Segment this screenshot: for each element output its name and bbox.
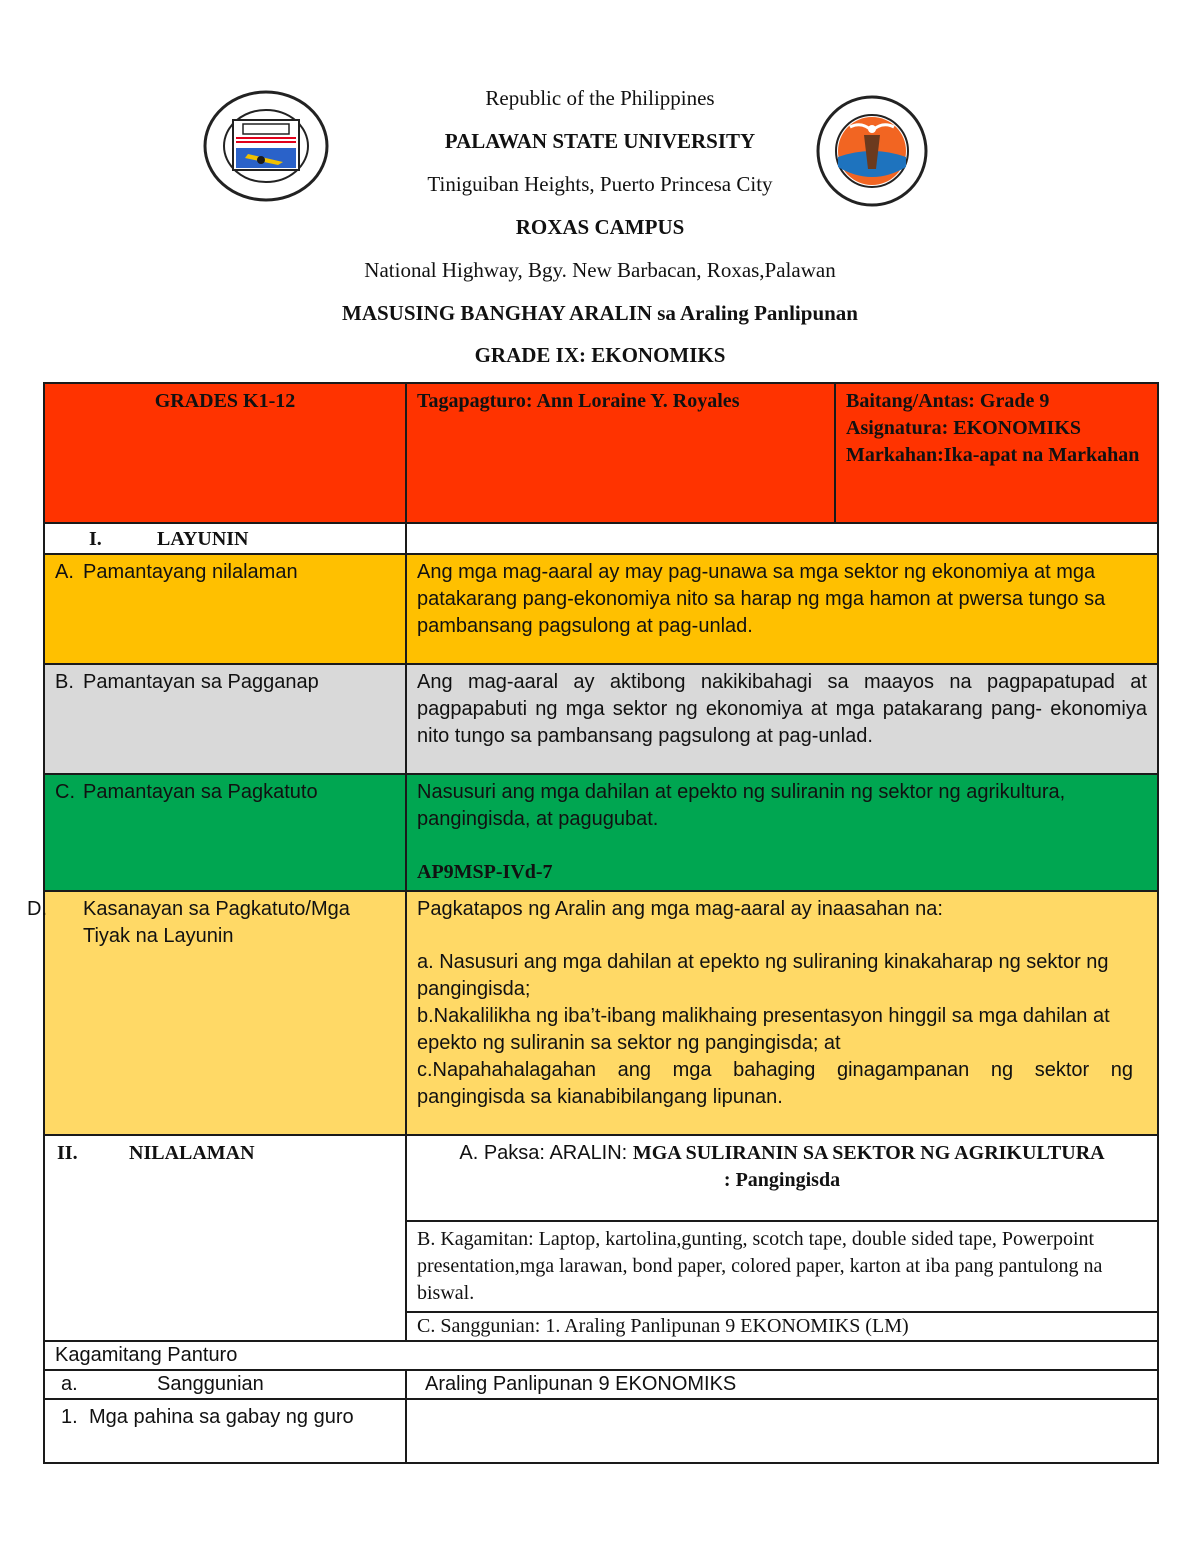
row-nilalaman-paksa [44, 1135, 1158, 1221]
layunin-empty-cell [406, 523, 1158, 554]
row-sanggunian-a [44, 1370, 1158, 1399]
label-cell-b [44, 664, 406, 774]
row-kasanayan-sa-pagkatuto [44, 891, 1158, 1135]
kagamitan-text: B. Kagamitan: Laptop, kartolina,gunting, scotch tape, double sided tape, Powerpoint presentation,mga larawan, bond paper, colored paper, karton at iba pang pantulong na biswal. [417, 1228, 1103, 1304]
subject-label: Asignatura: EKONOMIKS [846, 417, 1082, 439]
layunin-heading [44, 523, 406, 554]
row-pamantayan-sa-pagkatuto [44, 774, 1158, 891]
paksa-prefix: A. Paksa: ARALIN: [459, 1142, 633, 1164]
intro-d: Pagkatapos ng Aralin ang mga mag-aaral ay inaasahan na: [417, 898, 943, 920]
republic-line: Republic of the Philippines [485, 86, 715, 110]
ccrd-seal [816, 95, 928, 207]
teacher-label: Tagapagturo: Ann Loraine Y. Royales [417, 390, 740, 412]
text-b: Ang mag-aaral ay aktibong nakikibahagi sa maayos na pagpapatupad at pagpapabuti ng mga sektor ng ekonomiya at mga patakarang pang- ekonomiya nito tungo sa pambansang pagsulong at pag-unlad. [417, 671, 1147, 747]
marker-b: B. [55, 671, 74, 693]
sanggunian-cell [406, 1312, 1158, 1341]
university-address: Tiniguiban Heights, Puerto Princesa City [427, 172, 773, 196]
marker-d: D. [27, 898, 47, 920]
label-c: Pamantayan sa Pagkatuto [83, 781, 318, 803]
nilalaman-heading [44, 1135, 406, 1341]
label-d: Kasanayan sa Pagkatuto/Mga Tiyak na Layunin [83, 898, 350, 947]
campus-name: ROXAS CAMPUS [515, 215, 685, 239]
teacher-cell [406, 383, 835, 523]
layunin-row [44, 523, 1158, 554]
sanggunian-a-value: Araling Panlipunan 9 EKONOMIKS [425, 1373, 737, 1395]
objective-b: b.Nakalilikha ng iba’t-ibang malikhaing presentasyon hinggil sa mga dahilan at epekto ng suliranin sa sektor ng pangingisda; at [417, 1005, 1110, 1054]
kagamitan-cell [406, 1221, 1158, 1312]
level-label: Baitang/Antas: Grade 9 [846, 390, 1050, 412]
sanggunian-a-marker: a. [61, 1373, 78, 1395]
campus-address: National Highway, Bgy. New Barbacan, Roxas,Palawan [364, 258, 836, 282]
mga-pahina-marker: 1. [61, 1406, 78, 1428]
code-c: AP9MSP-IVd-7 [417, 861, 553, 883]
sanggunian-text: C. Sanggunian: 1. Araling Panlipunan 9 EKONOMIKS (LM) [417, 1315, 909, 1337]
kagamitang-panturo-label: Kagamitang Panturo [55, 1344, 238, 1366]
content-cell-c [406, 774, 1158, 891]
marker-c: C. [55, 781, 75, 803]
nilalaman-label: NILALAMAN [129, 1142, 255, 1164]
sanggunian-a-label-cell [44, 1370, 406, 1399]
mga-pahina-label: Mga pahina sa gabay ng guro [89, 1406, 354, 1428]
layunin-number: I. [89, 528, 102, 550]
nilalaman-number: II. [57, 1142, 78, 1164]
paksa-title: MGA SULIRANIN SA SEKTOR NG AGRIKULTURA [632, 1142, 1105, 1164]
label-b: Pamantayan sa Pagganap [83, 671, 319, 693]
quarter-label: Markahan:Ika-apat na Markahan [846, 444, 1140, 466]
text-c: Nasusuri ang mga dahilan at epekto ng suliranin ng sektor ng agrikultura, pangingisda, at pagugubat. [417, 781, 1066, 830]
content-cell-a [406, 554, 1158, 664]
mga-pahina-label-cell [44, 1399, 406, 1463]
label-a: Pamantayang nilalaman [83, 561, 298, 583]
row-kagamitang-panturo [44, 1341, 1158, 1370]
document-header [0, 0, 1200, 380]
objective-c: c.Napahahalagahan ang mga bahaging ginagampanan ng sektor ng pangingisda sa kianabibilangang lipunan. [417, 1059, 1133, 1108]
university-name: PALAWAN STATE UNIVERSITY [444, 129, 756, 153]
grades-cell [44, 383, 406, 523]
marker-a: A. [55, 561, 74, 583]
content-cell-d [406, 891, 1158, 1135]
class-info-cell [835, 383, 1158, 523]
layunin-label: LAYUNIN [157, 528, 249, 550]
grade-title: GRADE IX: EKONOMIKS [474, 343, 726, 367]
label-cell-c [44, 774, 406, 891]
label-cell-d [27, 891, 406, 1135]
sanggunian-a-label: Sanggunian [157, 1373, 264, 1395]
row-pamantayang-nilalaman [44, 554, 1158, 664]
grades-label: GRADES K1-12 [154, 390, 296, 412]
content-cell-b [406, 664, 1158, 774]
row-pamantayan-sa-pagganap [44, 664, 1158, 774]
objective-a: a. Nasusuri ang mga dahilan at epekto ng suliraning kinakaharap ng sektor ng pangingisda; [417, 951, 1109, 1000]
row-mga-pahina [44, 1399, 1158, 1463]
mga-pahina-value-cell [406, 1399, 1158, 1463]
header-row [44, 383, 1158, 523]
lesson-plan-table [27, 382, 1159, 1464]
kagamitang-panturo-cell [44, 1341, 1158, 1370]
paksa-cell [406, 1135, 1158, 1221]
paksa-subtitle: : Pangingisda [723, 1169, 841, 1191]
label-cell-a [44, 554, 406, 664]
plan-title: MASUSING BANGHAY ARALIN sa Araling Panlipunan [342, 301, 858, 325]
sanggunian-a-value-cell [406, 1370, 1158, 1399]
text-a: Ang mga mag-aaral ay may pag-unawa sa mga sektor ng ekonomiya at mga patakarang pang-ekonomiya nito sa harap ng mga hamon at pwersa tungo sa pambansang pagsulong at pag-unlad. [417, 561, 1106, 637]
